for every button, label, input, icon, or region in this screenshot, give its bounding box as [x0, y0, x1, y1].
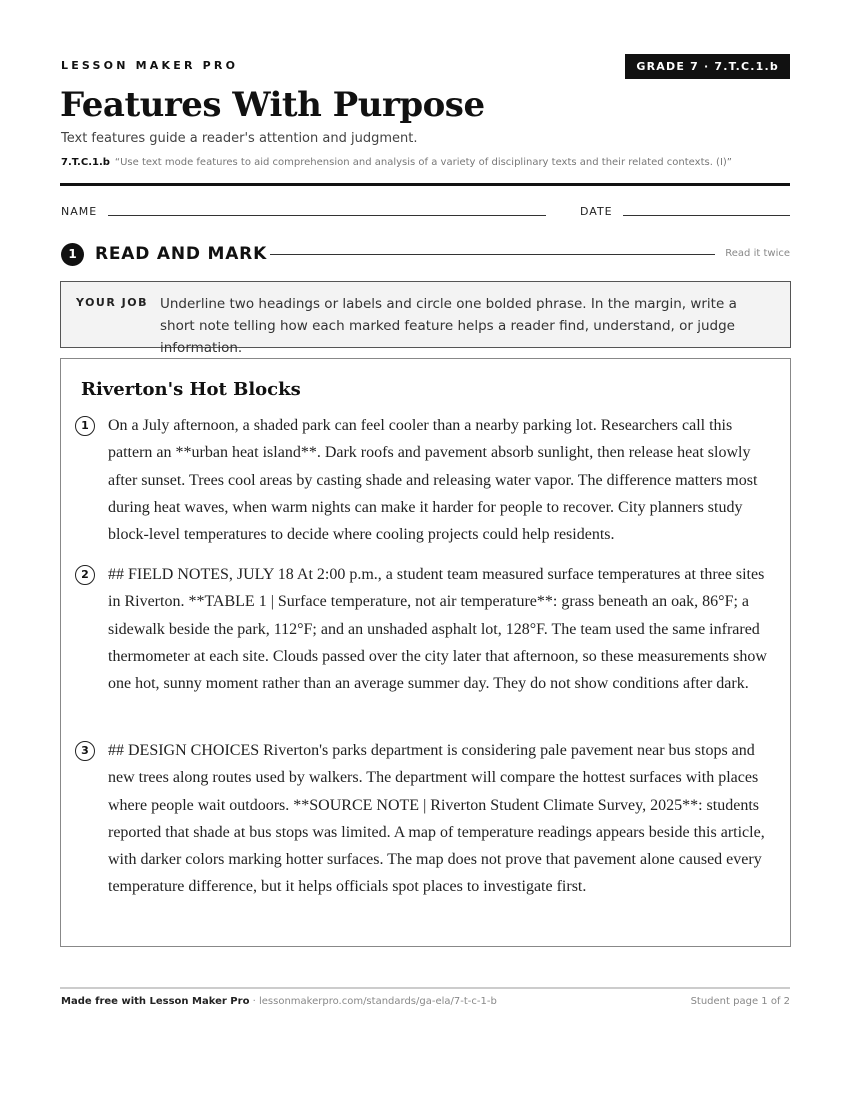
header-divider: [60, 183, 790, 186]
grade-badge: GRADE 7 · 7.T.C.1.b: [625, 54, 790, 79]
section-note: Read it twice: [725, 248, 790, 259]
page-subtitle: Text features guide a reader's attention and judgment.: [61, 131, 418, 146]
page-title: Features With Purpose: [60, 85, 485, 125]
date-field[interactable]: [623, 215, 790, 216]
article-title: Riverton's Hot Blocks: [81, 379, 301, 400]
paragraph-text: ## DESIGN CHOICES Riverton's parks department is considering pale pavement near bus stops and new trees along routes used by walkers. The department will compare the hottest surfaces with places where people wait outdoors. **SOURCE NOTE | Riverton Student Climate Survey, 2025**: students reported that shade at bus stops was limited. A map of temperature readings appears beside this article, with darker colors marking hotter surfaces. The map does not prove that pavement alone caused every temperature difference, but it helps officials spot places to investigate first.: [108, 742, 765, 896]
footer-url[interactable]: · lessonmakerpro.com/standards/ga-ela/7-t-c-1-b: [249, 996, 497, 1007]
paragraph-text: On a July afternoon, a shaded park can feel cooler than a nearby parking lot. Researchers call this pattern an **urban heat island**. Dark roofs and pavement absorb sunlight, then release heat slowly after sunset. Trees cool areas by casting shade and releasing water vapor. The difference matters most during heat waves, when warm nights can make it harder for people to recover. City planners study block-level temperatures to decide where cooling projects could help residents.: [108, 417, 758, 544]
job-box: [60, 281, 791, 356]
footer-credit: [61, 996, 497, 1007]
brand-name: LESSON MAKER PRO: [61, 59, 239, 72]
paragraph-text: ## FIELD NOTES, JULY 18 At 2:00 p.m., a student team measured surface temperatures at three sites in Riverton. **TABLE 1 | Surface temperature, not air temperature**: grass beneath an oak, 86°F; a sidewalk beside the park, 112°F; and an unshaded asphalt lot, 128°F. The team used the same infrared thermometer at each site. Clouds passed over the city later that afternoon, so these measurements show one hot, sunny moment rather than an average summer day. They do not show conditions after dark.: [108, 566, 767, 693]
paragraph-number-badge: 3: [75, 741, 95, 761]
footer-brand: Made free with Lesson Maker Pro: [61, 996, 250, 1007]
name-field[interactable]: [108, 215, 546, 216]
name-label: NAME: [61, 205, 98, 218]
page-indicator: Student page 1 of 2: [690, 996, 790, 1007]
article-box: [60, 358, 791, 947]
section-title: READ AND MARK: [95, 244, 268, 264]
job-instructions: Underline two headings or labels and circle one bolded phrase. In the margin, write a short note telling how each marked feature helps a reader find, understand, or judge information.: [160, 296, 737, 356]
paragraph-number-badge: 1: [75, 416, 95, 436]
footer-divider: [60, 987, 790, 989]
standard-code: 7.T.C.1.b: [61, 157, 110, 168]
section-divider: [270, 254, 715, 255]
job-label: YOUR JOB: [76, 296, 148, 309]
standard-text: “Use text mode features to aid comprehension and analysis of a variety of disciplinary texts and their related contexts. (I)”: [114, 157, 732, 168]
date-label: DATE: [580, 205, 613, 218]
standard-line: [61, 157, 732, 168]
section-number-badge: 1: [61, 243, 84, 266]
paragraph-number-badge: 2: [75, 565, 95, 585]
